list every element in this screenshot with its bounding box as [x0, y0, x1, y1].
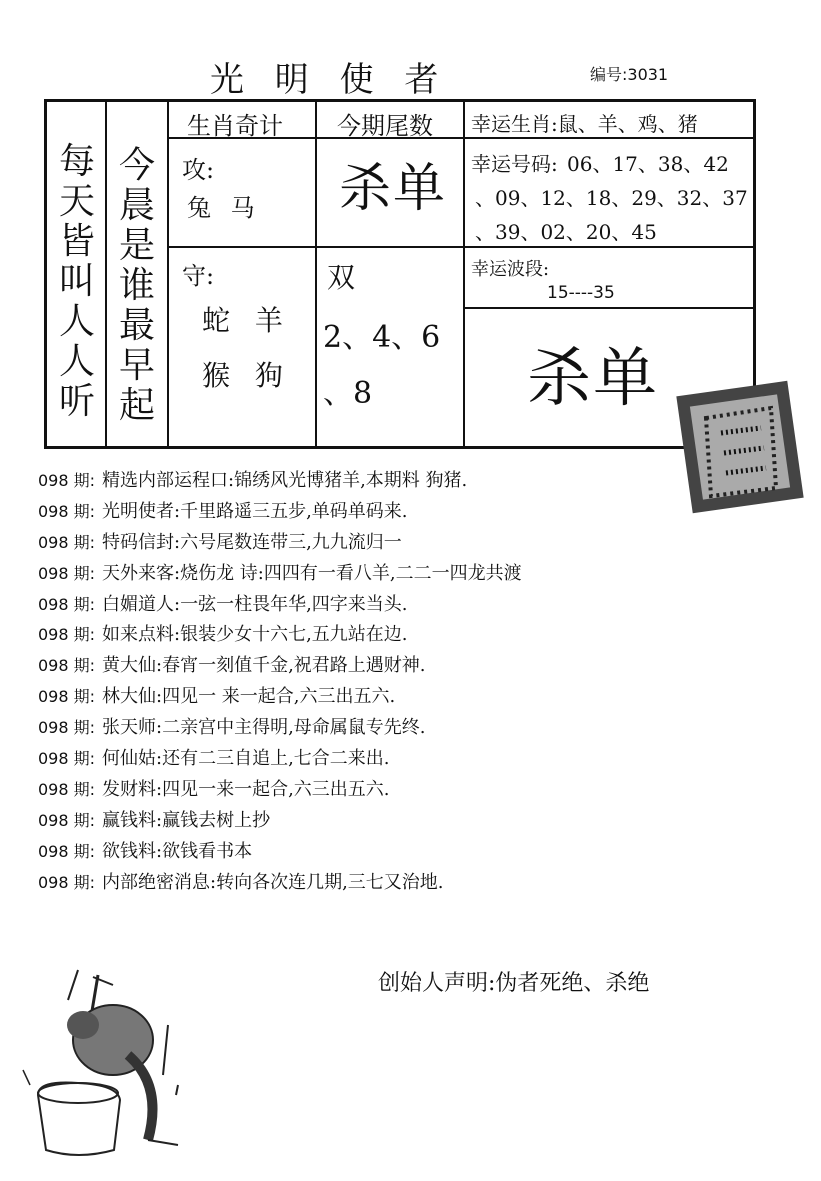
- main-table: [44, 99, 756, 449]
- defend-values-1: 蛇 羊: [202, 304, 291, 337]
- wave-range: 15----35: [547, 283, 615, 303]
- lucky-numbers-label: 幸运号码:: [471, 152, 558, 176]
- defend-values-2: 猴 狗: [202, 359, 291, 392]
- list-item: 098 期: 黄大仙:春宵一刻值千金,祝君路上遇财神.: [38, 655, 426, 677]
- double-label: 双: [327, 261, 356, 294]
- list-item: 098 期: 白媚道人:一弦一柱畏年华,四字来当头.: [38, 593, 408, 615]
- list-item: 098 期: 欲钱料:欲钱看书本: [38, 840, 253, 862]
- list-item: 098 期: 发财料:四见一来一起合,六三出五六.: [38, 778, 390, 800]
- slogan-left: 每天皆叫人人听: [58, 141, 95, 422]
- double-nums-1: 2、4、6: [323, 320, 441, 355]
- slogan-right: 今晨是谁最早起: [118, 145, 155, 426]
- list-item: 098 期: 内部绝密消息:转向各次连几期,三七又治地.: [38, 871, 444, 893]
- kill-single-2: 杀单: [527, 342, 659, 416]
- list-item: 098 期: 精选内部运程口:锦绣风光博猪羊,本期料 狗猪.: [38, 470, 468, 491]
- serial-number: 编号:3031: [590, 65, 669, 84]
- attack-values: 兔 马: [187, 194, 261, 222]
- predictions-list: [38, 466, 798, 898]
- list-item: 098 期: 如来点料:银装少女十六七,五九站在边.: [38, 624, 408, 646]
- list-item: 098 期: 林大仙:四见一 来一起合,六三出五六.: [38, 686, 396, 708]
- kill-single-1: 杀单: [339, 159, 448, 219]
- wave-label: 幸运波段:: [471, 259, 550, 280]
- lucky-numbers-2: 、09、12、18、29、32、37: [475, 186, 748, 210]
- list-item: 098 期: 张天师:二亲宫中主得明,母命属鼠专先终.: [38, 717, 426, 739]
- col-header-tail: 今期尾数: [337, 112, 433, 140]
- page-title: 光 明 使 者: [210, 60, 449, 100]
- lucky-zodiac: 幸运生肖:鼠、羊、鸡、猪: [471, 112, 698, 136]
- list-item: 098 期: 何仙姑:还有二三自追上,七合二来出.: [38, 748, 390, 770]
- col-header-zodiac: 生肖奇计: [187, 112, 283, 140]
- lucky-numbers-1: 06、17、38、42: [567, 152, 729, 176]
- list-item: 098 期: 天外来客:烧伤龙 诗:四四有一看八羊,二二一四龙共渡: [38, 562, 522, 584]
- double-nums-2: 、8: [323, 376, 373, 411]
- founder-statement: 创始人声明:伪者死绝、杀绝: [378, 971, 650, 996]
- defend-label: 守:: [182, 262, 215, 290]
- monkey-illustration: [18, 965, 193, 1165]
- list-item: 098 期: 赢钱料:赢钱去树上抄: [38, 809, 271, 831]
- list-item: 098 期: 特码信封:六号尾数连带三,九九流归一: [38, 531, 402, 553]
- list-item: 098 期: 光明使者:千里路遥三五步,单码单码来.: [38, 500, 408, 522]
- attack-label: 攻:: [182, 156, 215, 184]
- lucky-numbers-3: 、39、02、20、45: [475, 220, 657, 244]
